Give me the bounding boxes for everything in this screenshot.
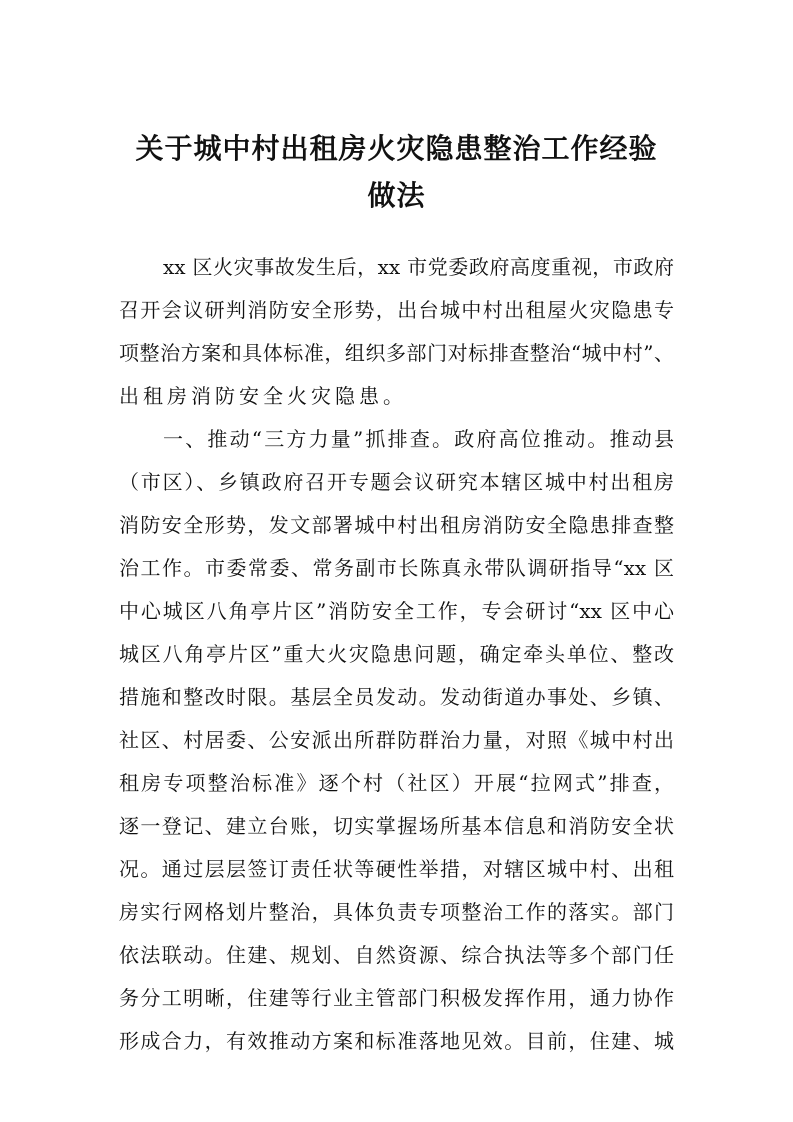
- text-line: 项整治方案和具体标准，组织多部门对标排查整治“城中村”、: [119, 341, 674, 365]
- text-line: 房实行网格划片整治，具体负责专项整治工作的落实。部门: [119, 900, 674, 924]
- text-line: 召开会议研判消防安全形势，出台城中村出租屋火灾隐患专: [119, 298, 674, 322]
- paragraph-intro: [119, 252, 674, 424]
- text-line: 务分工明晰，住建等行业主管部门积极发挥作用，通力协作: [119, 986, 674, 1010]
- paragraph-section-1: [119, 424, 674, 1069]
- document-title-line-1: 关于城中村出租房火灾隐患整治工作经验: [135, 132, 658, 165]
- text-line: 消防安全形势，发文部署城中村出租房消防安全隐患排查整: [119, 513, 674, 537]
- text-line: 况。通过层层签订责任状等硬性举措，对辖区城中村、出租: [119, 857, 674, 881]
- text-line: 出租房消防安全火灾隐患。: [119, 384, 407, 408]
- text-line: 一、推动“三方力量”抓排查。政府高位推动。推动县: [163, 427, 674, 451]
- text-line: 城区八角亭片区”重大火灾隐患问题，确定牵头单位、整改: [119, 642, 674, 666]
- text-line: 依法联动。住建、规划、自然资源、综合执法等多个部门任: [119, 943, 674, 967]
- text-line: （市区）、乡镇政府召开专题会议研究本辖区城中村出租房: [119, 470, 674, 494]
- text-line: 治工作。市委常委、常务副市长陈真永带队调研指导“xx 区: [119, 556, 674, 580]
- text-line: 逐一登记、建立台账，切实掌握场所基本信息和消防安全状: [119, 814, 674, 838]
- text-line: 措施和整改时限。基层全员发动。发动街道办事处、乡镇、: [119, 685, 674, 709]
- text-line: 社区、村居委、公安派出所群防群治力量，对照《城中村出: [119, 728, 674, 752]
- text-line: 租房专项整治标准》逐个村（社区）开展“拉网式”排查，: [119, 771, 674, 795]
- text-line: xx 区火灾事故发生后，xx 市党委政府高度重视，市政府: [163, 255, 674, 279]
- text-line: 形成合力，有效推动方案和标准落地见效。目前，住建、城: [119, 1029, 674, 1053]
- text-line: 中心城区八角亭片区”消防安全工作，专会研讨“xx 区中心: [119, 599, 674, 623]
- document-body: [119, 252, 674, 1069]
- document-title-line-2: 做法: [367, 179, 426, 212]
